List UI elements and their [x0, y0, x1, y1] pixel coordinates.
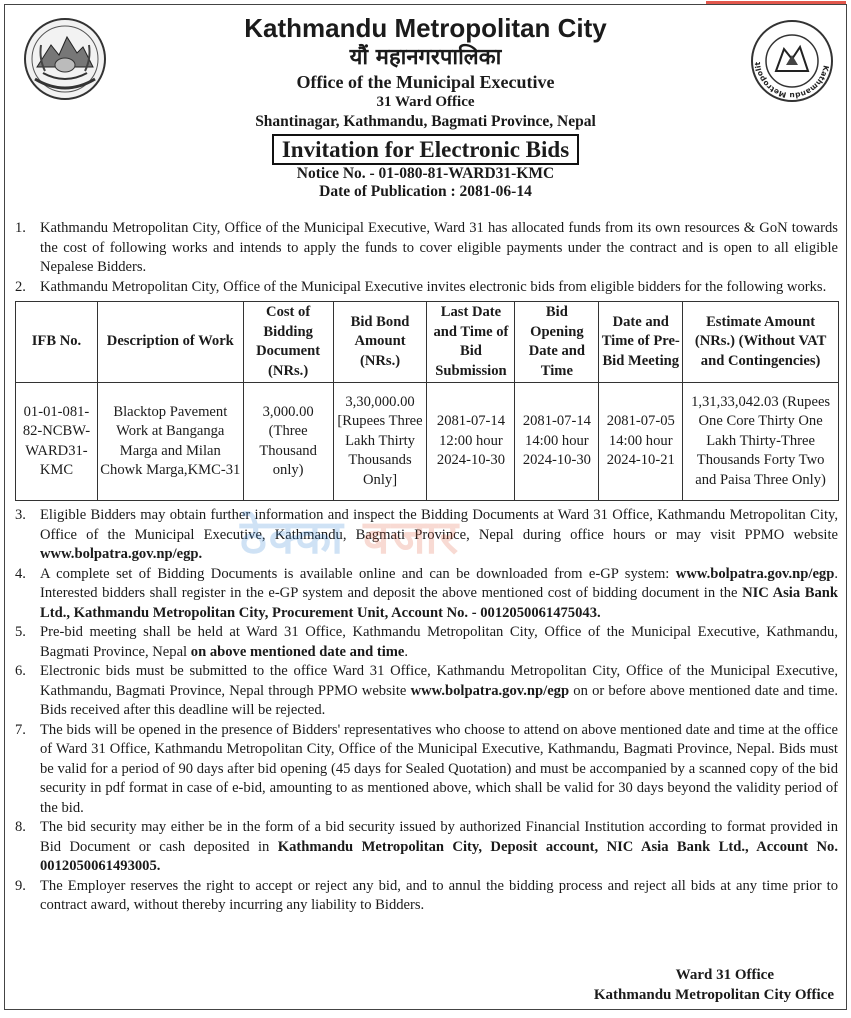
cell-ifb: 01-01-081-82-NCBW-WARD31-KMC	[16, 383, 98, 501]
column-header-estimate: Estimate Amount (NRs.) (Without VAT and Contingencies)	[683, 302, 839, 383]
watermark	[240, 505, 460, 567]
paragraph-2	[15, 278, 838, 298]
column-header-prebid: Date and Time of Pre-Bid Meeting	[599, 302, 683, 383]
cell-bid-bond: 3,30,000.00 [Rupees Three Lakh Thirty Thousands Only]	[333, 383, 427, 501]
paragraph-text: Kathmandu Metropolitan City, Office of the Municipal Executive invites electronic bids from eligible bidders for the following works.	[40, 278, 827, 295]
watermark-part-1: ठेक्का	[240, 510, 346, 564]
column-header-ifb: IFB No.	[16, 302, 98, 383]
top-accent-line	[706, 1, 846, 4]
paragraph-text: . Interested bidders shall register in the e-GP system and deposit the above mentioned cost of bidding document in the	[40, 565, 838, 601]
cell-submission: 2081-07-14 12:00 hour 2024-10-30	[427, 383, 515, 501]
nepali-title: यौं महानगरपालिका	[349, 45, 502, 70]
notice-number: Notice No. - 01-080-81-WARD31-KMC	[296, 165, 555, 182]
nepal-emblem-icon	[21, 15, 109, 103]
paragraph-5	[15, 623, 838, 662]
table-header-row	[16, 302, 839, 383]
column-header-document-cost: Cost of Bidding Document (NRs.)	[243, 302, 333, 383]
cell-prebid: 2081-07-05 14:00 hour 2024-10-21	[599, 383, 683, 501]
egp-link[interactable]: www.bolpatra.gov.np/egp	[675, 565, 835, 582]
kmc-logo-ring-text: Kathmandu Metropolit	[752, 61, 831, 101]
paragraph-number: 6.	[15, 663, 26, 679]
egp-link[interactable]: www.bolpatra.gov.np/egp.	[40, 546, 203, 562]
paragraph-number: 1.	[15, 220, 26, 236]
paragraph-text: A complete set of Bidding Documents is available online and can be downloaded from e-GP system:	[40, 565, 676, 582]
egp-link[interactable]: www.bolpatra.gov.np/egp	[410, 682, 570, 699]
watermark-part-2: बजार	[363, 510, 461, 564]
column-header-description: Description of Work	[97, 302, 243, 383]
notice-body	[15, 219, 838, 916]
paragraph-6	[15, 662, 838, 721]
paragraph-number: 4.	[15, 565, 26, 582]
paragraph-8	[15, 818, 838, 877]
emphasis-text: on above mentioned date and time	[190, 643, 405, 660]
paragraph-text: The bid security may either be in the form of a bid security issued by authorized Financial Institution according to format provided in Bid Document or cash deposited in	[40, 819, 838, 855]
address: Shantinagar, Kathmandu, Bagmati Province, Nepal	[255, 113, 596, 130]
city-name: Kathmandu Metropolitan City	[244, 13, 607, 43]
signature-office: Kathmandu Metropolitan City Office	[593, 987, 834, 1003]
paragraph-9	[15, 877, 838, 916]
paragraph-number: 5.	[15, 624, 26, 640]
paragraph-text: .	[404, 643, 409, 660]
signature-ward: Ward 31 Office	[675, 967, 774, 983]
works-table	[15, 301, 839, 501]
paragraph-text: The bids will be opened in the presence of Bidders' representatives who choose to attend on above mentioned date and time at the office of Ward 31 Office, Kathmandu Metropolitan City, Office of the Municipal Executive, Kathmandu, Bagmati Province, Nepal. Bids must be valid for a period of 90 days after bid opening (45 days for Sealed Quotation) and must be accompanied by a scanned copy of the bid security in pdf format in case of e-bid, amounting to as mentioned above, which shall be valid for 30 days beyond the validity period of the bid.	[40, 721, 838, 816]
table-row	[16, 383, 839, 501]
kmc-logo-icon	[750, 19, 834, 103]
notice-page	[4, 4, 847, 1010]
cell-estimate: 1,31,33,042.03 (Rupees One Core Thirty One Lakh Thirty-Three Thousands Forty Two and Paisa Three Only)	[683, 383, 839, 501]
paragraph-4	[15, 565, 838, 624]
ward-office: 31 Ward Office	[376, 94, 475, 110]
paragraph-text: Kathmandu Metropolitan City, Office of the Municipal Executive, Ward 31 has allocated funds from its own resources & GoN towards the cost of following works and intends to apply the funds to cover eligible payments under the contract and is open to all eligible Nepalese Bidders.	[40, 220, 838, 275]
column-header-opening: Bid Opening Date and Time	[515, 302, 599, 383]
cell-opening: 2081-07-14 14:00 hour 2024-10-30	[515, 383, 599, 501]
paragraph-7	[15, 721, 838, 819]
paragraph-number: 8.	[15, 819, 26, 835]
publication-date: Date of Publication : 2081-06-14	[319, 183, 532, 200]
column-header-submission: Last Date and Time of Bid Submission	[427, 302, 515, 383]
paragraph-number: 9.	[15, 877, 26, 894]
column-header-bid-bond: Bid Bond Amount (NRs.)	[333, 302, 427, 383]
cell-description: Blacktop Pavement Work at Banganga Marga and Milan Chowk Marga,KMC-31	[97, 383, 243, 501]
bank-account-text: NIC Asia Bank Ltd., Kathmandu Metropolitan City, Procurement Unit, Account No. - 0012050061475043.	[40, 585, 838, 621]
paragraph-number: 3.	[15, 507, 26, 523]
cell-document-cost: 3,000.00 (Three Thousand only)	[243, 383, 333, 501]
office-name: Office of the Municipal Executive	[296, 72, 555, 92]
paragraph-text: Pre-bid meeting shall be held at Ward 31 Office, Kathmandu Metropolitan City, Office of the Municipal Executive, Kathmandu, Bagmati Province, Nepal	[40, 624, 838, 660]
paragraph-number: 7.	[15, 721, 26, 738]
paragraph-text: Eligible Bidders may obtain further information and inspect the Bidding Documents at Ward 31 Office, Kathmandu Metropolitan City, Office of the Municipal Executive, Kathmandu, Bagmati Province, Nepal during office hours or may visit PPMO website	[40, 507, 838, 543]
invitation-title: Invitation for Electronic Bids	[272, 134, 579, 165]
signature-block	[594, 965, 834, 1005]
letterhead	[115, 11, 736, 201]
paragraph-text: Electronic bids must be submitted to the office Ward 31 Office, Kathmandu Metropolitan City, Office of the Municipal Executive, Kathmandu, Bagmati Province, Nepal through PPMO website	[40, 663, 838, 699]
paragraph-text: on or before above mentioned date and time. Bids received after this deadline will be rejected.	[40, 682, 838, 718]
paragraph-text: The Employer reserves the right to accept or reject any bid, and to annul the bidding process and reject all bids at any time prior to contract award, without thereby incurring any liability to Bidders.	[40, 877, 838, 913]
paragraph-number: 2.	[15, 278, 26, 295]
paragraph-1	[15, 219, 838, 278]
deposit-account-text: Kathmandu Metropolitan City, Deposit account, NIC Asia Bank Ltd., Account No. 0012050061493005.	[40, 838, 839, 874]
